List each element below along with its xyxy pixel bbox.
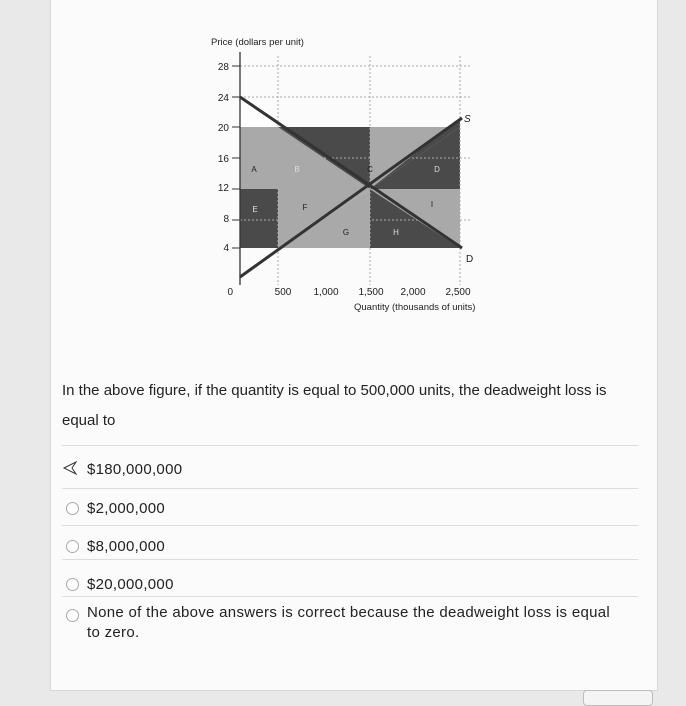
y-tick-labels — [218, 62, 234, 298]
supply-demand-graph — [0, 0, 686, 330]
y-tick-24: 24 — [217, 93, 229, 104]
y-tick-12: 12 — [217, 183, 229, 194]
option-label: None of the above answers is correct because the deadweight loss is equal to zero. — [87, 604, 611, 641]
option-none-of-the-above[interactable] — [66, 603, 626, 643]
radio-button[interactable] — [66, 502, 79, 515]
x-tick-1000: 1,000 — [313, 287, 339, 298]
option-8000000[interactable] — [66, 537, 165, 557]
divider — [62, 445, 638, 446]
region-label-f: F — [302, 203, 308, 212]
y-tick-8: 8 — [223, 214, 229, 225]
x-tick-1500: 1,500 — [358, 287, 384, 298]
supply-label: S — [464, 114, 471, 125]
x-tick-labels — [275, 287, 471, 298]
region-label-c: C — [367, 165, 373, 174]
y-tick-0: 0 — [227, 287, 233, 298]
divider — [62, 525, 638, 526]
region-label-a: A — [251, 165, 257, 174]
demand-label: D — [466, 254, 474, 265]
option-label: $8,000,000 — [87, 538, 166, 555]
x-tick-2500: 2,500 — [445, 287, 471, 298]
option-label: $20,000,000 — [87, 576, 174, 593]
x-axis-title: Quantity (thousands of units) — [354, 302, 476, 313]
divider — [62, 488, 638, 489]
question-text: In the above figure, if the quantity is equal to 500,000 units, the deadweight loss is equal to — [62, 382, 607, 429]
y-tick-16: 16 — [217, 154, 229, 165]
y-tick-20: 20 — [217, 123, 229, 134]
y-tick-4: 4 — [223, 243, 229, 254]
y-tick-28: 28 — [217, 62, 229, 73]
region-label-b: B — [294, 165, 300, 174]
region-label-i: I — [430, 200, 434, 209]
option-label: $180,000,000 — [87, 461, 183, 478]
region-label-g: G — [342, 228, 350, 237]
next-button[interactable] — [583, 690, 653, 706]
region-label-h: H — [393, 228, 399, 237]
x-tick-500: 500 — [274, 287, 292, 298]
option-180000000[interactable] — [66, 460, 182, 480]
option-2000000[interactable] — [66, 499, 165, 519]
y-axis-title: Price (dollars per unit) — [211, 37, 304, 48]
x-tick-2000: 2,000 — [400, 287, 426, 298]
option-label: $2,000,000 — [87, 500, 166, 517]
divider — [62, 596, 638, 597]
region-label-d: D — [434, 165, 440, 174]
divider — [62, 559, 638, 560]
radio-button[interactable] — [66, 540, 79, 553]
radio-button[interactable] — [66, 609, 79, 622]
region-label-e: E — [252, 205, 258, 214]
region-e — [240, 189, 278, 248]
radio-button[interactable] — [66, 578, 79, 591]
option-20000000[interactable] — [66, 575, 174, 595]
